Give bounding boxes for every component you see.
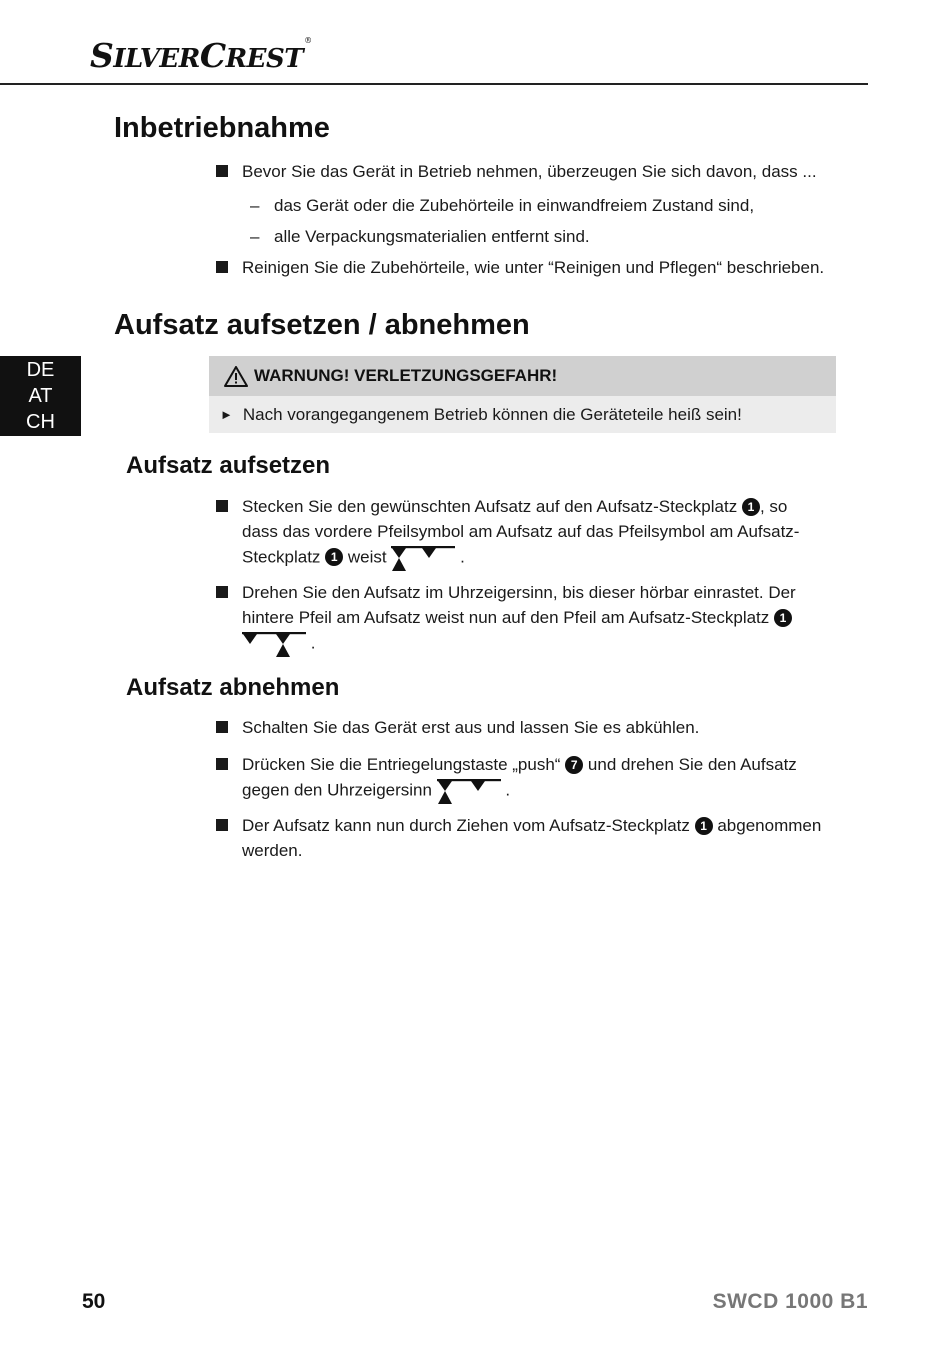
number-badge: 1 <box>325 548 343 566</box>
sub-item: – das Gerät oder die Zubehörteile in einwandfreiem Zustand sind, <box>274 193 754 218</box>
page-number: 50 <box>82 1290 106 1313</box>
square-bullet-icon <box>216 261 228 273</box>
brand-logo: SILVERCREST® <box>90 36 312 75</box>
heading-aufsatz-aufsetzen: Aufsatz aufsetzen <box>126 452 331 479</box>
model-number: SWCD 1000 B1 <box>712 1290 868 1313</box>
list-item: Reinigen Sie die Zubehörteile, wie unter “Reinigen und Pflegen“ beschrieben. <box>242 255 842 280</box>
dash-icon: – <box>250 196 260 215</box>
square-bullet-icon <box>216 165 228 177</box>
arrow-right-icon: ► <box>220 407 233 422</box>
lang-ch: CH <box>26 411 55 433</box>
list-item: Der Aufsatz kann nun durch Ziehen vom Aufsatz-Steckplatz 1 abgenommen werden. <box>242 813 842 863</box>
warning-text: Nach vorangegangenem Betrieb können die Geräteteile heiß sein! <box>242 404 742 424</box>
list-item: Drücken Sie die Entriegelungstaste „push“ 7 und drehen Sie den Aufsatz gegen den Uhrzeigersinn . <box>242 752 842 805</box>
arrow-alignment-rear-icon <box>242 630 306 658</box>
lang-de: DE <box>26 359 55 381</box>
warning-header <box>209 356 836 396</box>
square-bullet-icon <box>216 500 228 512</box>
list-item: Stecken Sie den gewünschten Aufsatz auf den Aufsatz-Steckplatz 1 , so dass das vordere Pfeilsymbol am Aufsatz auf das Pfeilsymbol am Aufsatz- Steckplatz 1 weist . <box>242 494 842 572</box>
square-bullet-icon <box>216 586 228 598</box>
number-badge: 1 <box>695 817 713 835</box>
warning-title: WARNUNG! VERLETZUNGSGEFAHR! <box>254 366 558 385</box>
sub-item: – alle Verpackungsmaterialien entfernt sind. <box>274 224 590 249</box>
square-bullet-icon <box>216 721 228 733</box>
number-badge: 7 <box>565 756 583 774</box>
square-bullet-icon <box>216 758 228 770</box>
list-item: Drehen Sie den Aufsatz im Uhrzeigersinn, bis dieser hörbar einrastet. Der hintere Pfeil am Aufsatz weist nun auf den Pfeil am Aufsatz-Steckplatz 1 . <box>242 580 842 658</box>
header-rule <box>0 83 868 85</box>
number-badge: 1 <box>742 498 760 516</box>
list-item: Schalten Sie das Gerät erst aus und lassen Sie es abkühlen. <box>242 715 842 740</box>
number-badge: 1 <box>774 609 792 627</box>
warning-box <box>209 356 836 433</box>
arrow-alignment-front-icon <box>391 544 455 572</box>
list-item: Bevor Sie das Gerät in Betrieb nehmen, überzeugen Sie sich davon, dass ... <box>242 159 842 184</box>
heading-inbetriebnahme: Inbetriebnahme <box>114 112 330 144</box>
heading-aufsatz-aufsetzen-abnehmen: Aufsatz aufsetzen / abnehmen <box>114 309 530 341</box>
heading-aufsatz-abnehmen: Aufsatz abnehmen <box>126 674 340 701</box>
arrow-alignment-counterclockwise-icon <box>437 777 501 805</box>
lang-at: AT <box>28 385 53 407</box>
warning-triangle-icon <box>224 366 248 387</box>
language-tab <box>0 356 81 436</box>
dash-icon: – <box>250 227 260 246</box>
warning-body <box>209 396 836 433</box>
square-bullet-icon <box>216 819 228 831</box>
